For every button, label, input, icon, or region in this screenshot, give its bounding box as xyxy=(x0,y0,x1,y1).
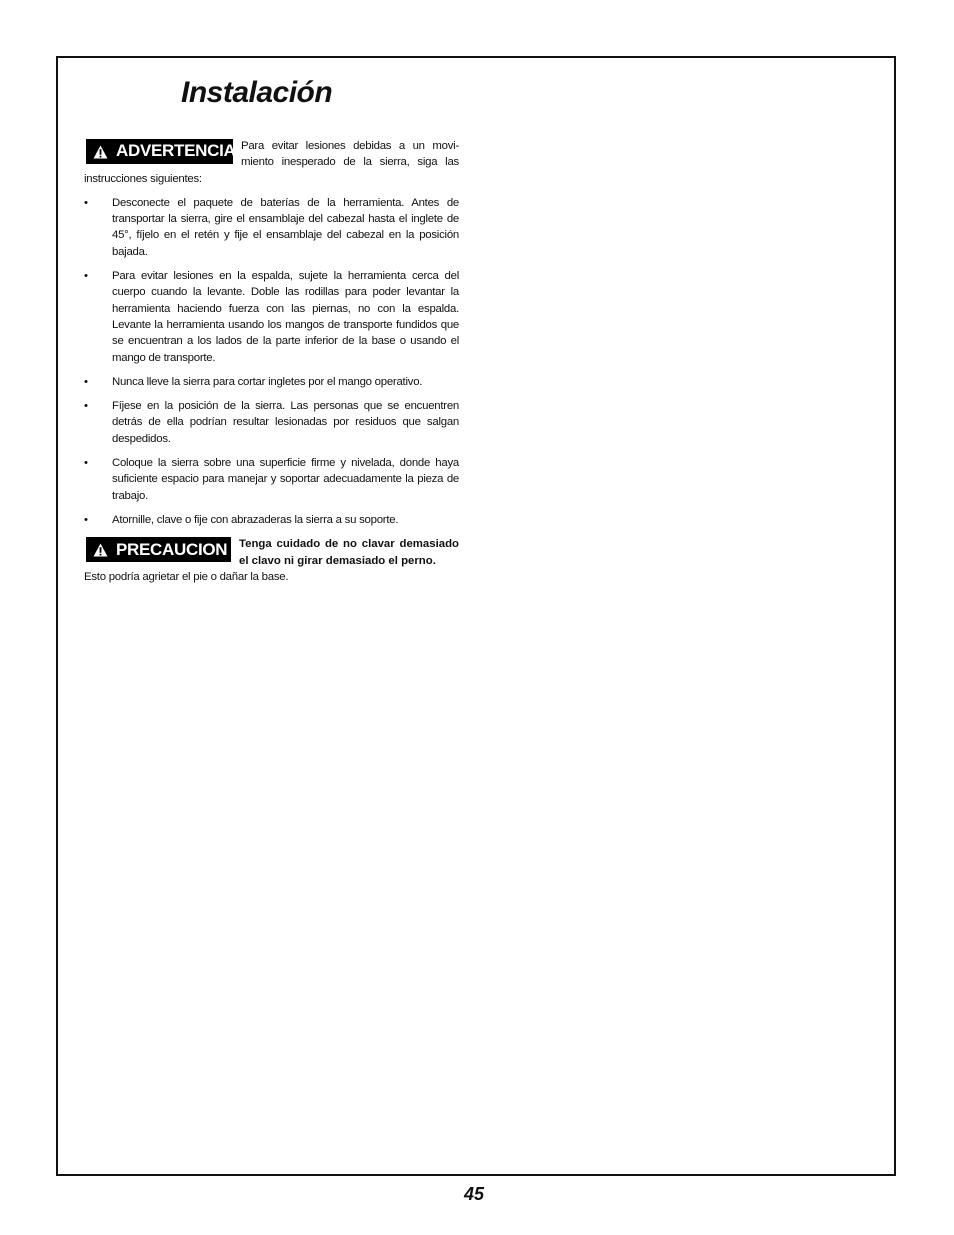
list-item: • Atornille, clave o fije con abrazaderas la sierra a su soporte. xyxy=(84,512,459,528)
page-title: Instalación xyxy=(181,76,333,109)
content-column xyxy=(84,138,459,585)
warning-triangle-icon xyxy=(93,145,108,159)
list-item: • Fíjese en la posición de la sierra. Las personas que se encuentren detrás de ella podrían resultar lesionadas por residuos que salgan despedidos. xyxy=(84,398,459,447)
caution-badge xyxy=(86,537,231,562)
caution-block xyxy=(84,536,459,585)
instructions-list xyxy=(84,195,459,528)
list-item: • Desconecte el paquete de baterías de la herramienta. Antes de transportar la sierra, gire el ensamblaje del cabezal hasta el inglete de 45°, fíjelo en el retén y fije el ensamblaje del cabezal en la posición bajada. xyxy=(84,195,459,260)
caution-bold-text: Tenga cuidado de no clavar demasiado el clavo ni girar demasiado el perno. xyxy=(239,538,459,567)
caution-text: Esto podría agrietar el pie o dañar la base. xyxy=(84,570,289,583)
warning-label: ADVERTENCIA xyxy=(116,141,236,161)
warning-block xyxy=(84,138,459,187)
caution-label: PRECAUCION xyxy=(116,539,228,559)
page-number: 45 xyxy=(464,1184,485,1204)
warning-badge xyxy=(86,139,236,164)
list-item: • Coloque la sierra sobre una superficie firme y nivelada, donde haya suficiente espacio para manejar y soportar adecuadamente la pieza de trabajo. xyxy=(84,455,459,504)
warning-triangle-icon xyxy=(93,543,108,557)
list-item: • Para evitar lesiones en la espalda, sujete la herramienta cerca del cuerpo cuando la levante. Doble las rodillas para poder levantar la herramienta haciendo fuerza con las piernas, no con la espalda. Levante la herramienta usando los mangos de transporte fundidos que se encuentran a los lados de la parte inferior de la base o usando el mango de transporte. xyxy=(84,268,459,366)
list-item: • Nunca lleve la sierra para cortar ingletes por el mango operativo. xyxy=(84,374,459,390)
warning-text: Para evitar lesiones debidas a un movi-miento inesperado de la sierra, siga las instrucciones siguientes: xyxy=(84,140,459,185)
